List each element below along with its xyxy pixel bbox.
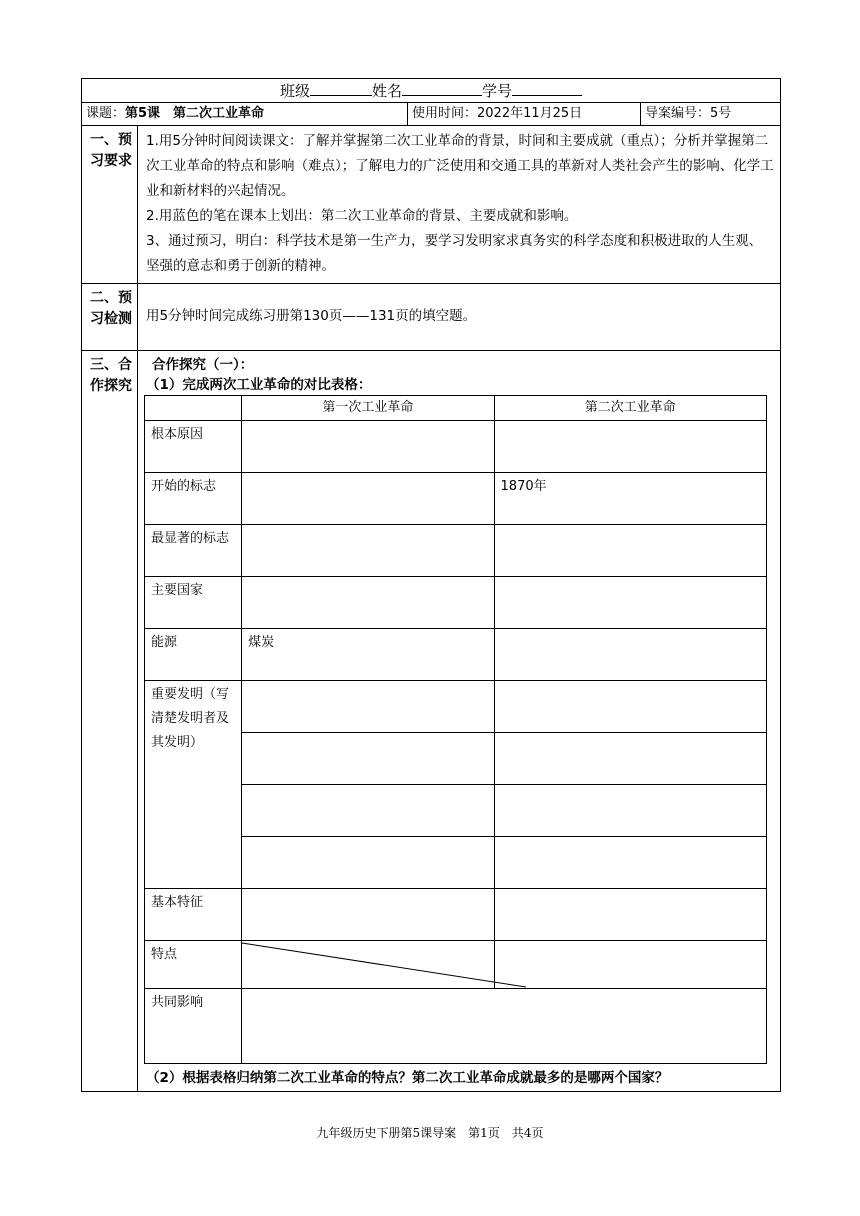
section-1-content <box>138 126 781 284</box>
worksheet-table <box>81 78 781 1092</box>
question-2: （2）根据表格归纳第二次工业革命的特点？第二次工业革命成就最多的是哪两个国家？ <box>146 1070 669 1086</box>
col-header-second: 第二次工业革命 <box>494 396 766 421</box>
cell-invention-2-first[interactable] <box>242 733 494 785</box>
cell-feature-first-crossed <box>242 941 494 989</box>
row-energy: 能源 <box>145 629 242 681</box>
cell-invention-2-second[interactable] <box>494 733 766 785</box>
topic-title: 第5课 第二次工业革命 <box>125 106 265 121</box>
name-blank[interactable] <box>402 79 482 96</box>
section-1-title: 一、预习要求 <box>82 126 138 284</box>
plan-number: 导案编号：5号 <box>641 103 781 126</box>
cell-root-cause-second[interactable] <box>494 421 766 473</box>
section-1-row <box>82 126 781 284</box>
header-blank <box>145 396 242 421</box>
cell-feature-second[interactable] <box>494 941 766 989</box>
row-common-impact: 共同影响 <box>145 989 242 1064</box>
cell-start-first[interactable] <box>242 473 494 525</box>
question-1: （1）完成两次工业革命的对比表格： <box>146 377 372 393</box>
usage-time: 使用时间：2022年11月25日 <box>408 103 641 126</box>
cell-basic-second[interactable] <box>494 889 766 941</box>
cell-invention-1-first[interactable] <box>242 681 494 733</box>
cell-invention-4-second[interactable] <box>494 837 766 889</box>
cell-root-cause-first[interactable] <box>242 421 494 473</box>
requirement-1: 1.用5分钟时间阅读课文：了解并掌握第二次工业革命的背景，时间和主要成就（重点）；分析并掌握第二次工业革命的特点和影响（难点）；了解电力的广泛使用和交通工具的革新对人类社会产生的影响、化学工业和新材料的兴起情况。 <box>146 133 774 199</box>
requirement-3: 3、通过预习，明白：科学技术是第一生产力，要学习发明家求真务实的科学态度和积极进取的人生观、坚强的意志和勇于创新的精神。 <box>146 233 763 274</box>
row-start-sign: 开始的标志 <box>145 473 242 525</box>
topic-cell <box>82 103 408 126</box>
id-label: 学号 <box>482 82 513 100</box>
row-feature: 特点 <box>145 941 242 989</box>
section-3-title: 三、合作探究 <box>82 351 138 1092</box>
student-info-row <box>82 79 781 103</box>
section-2-title: 二、预习检测 <box>82 284 138 351</box>
topic-label: 课题： <box>86 106 126 121</box>
row-root-cause: 根本原因 <box>145 421 242 473</box>
class-blank[interactable] <box>310 79 372 96</box>
comparison-table <box>144 395 767 1064</box>
cell-invention-3-second[interactable] <box>494 785 766 837</box>
cell-invention-3-first[interactable] <box>242 785 494 837</box>
row-countries: 主要国家 <box>145 577 242 629</box>
section-3-content <box>138 351 781 1092</box>
diagonal-strike-line <box>242 941 493 989</box>
cell-common-impact[interactable] <box>242 989 767 1064</box>
row-inventions: 重要发明（写清楚发明者及其发明） <box>145 681 242 889</box>
id-blank[interactable] <box>512 79 582 96</box>
section-2-content: 用5分钟时间完成练习册第130页——131页的填空题。 <box>138 284 781 351</box>
col-header-first: 第一次工业革命 <box>242 396 494 421</box>
worksheet-page <box>81 78 780 1092</box>
cell-notable-first[interactable] <box>242 525 494 577</box>
section-2-row <box>82 284 781 351</box>
topic-row <box>82 103 781 126</box>
name-label: 姓名 <box>372 82 403 100</box>
cell-notable-second[interactable] <box>494 525 766 577</box>
cell-invention-4-first[interactable] <box>242 837 494 889</box>
cell-energy-first[interactable]: 煤炭 <box>242 629 494 681</box>
cell-basic-first[interactable] <box>242 889 494 941</box>
cell-countries-first[interactable] <box>242 577 494 629</box>
page-footer: 九年级历史下册第5课导案 第1页 共4页 <box>316 1126 544 1140</box>
cell-countries-second[interactable] <box>494 577 766 629</box>
section-3-row <box>82 351 781 1092</box>
cell-start-second[interactable]: 1870年 <box>494 473 766 525</box>
row-notable-sign: 最显著的标志 <box>145 525 242 577</box>
requirement-2: 2.用蓝色的笔在课本上划出：第二次工业革命的背景、主要成就和影响。 <box>146 208 578 224</box>
cell-invention-1-second[interactable] <box>494 681 766 733</box>
row-basic-feature: 基本特征 <box>145 889 242 941</box>
section-3-subtitle: 合作探究（一）： <box>152 357 254 373</box>
cell-energy-second[interactable] <box>494 629 766 681</box>
class-label: 班级 <box>280 82 311 100</box>
